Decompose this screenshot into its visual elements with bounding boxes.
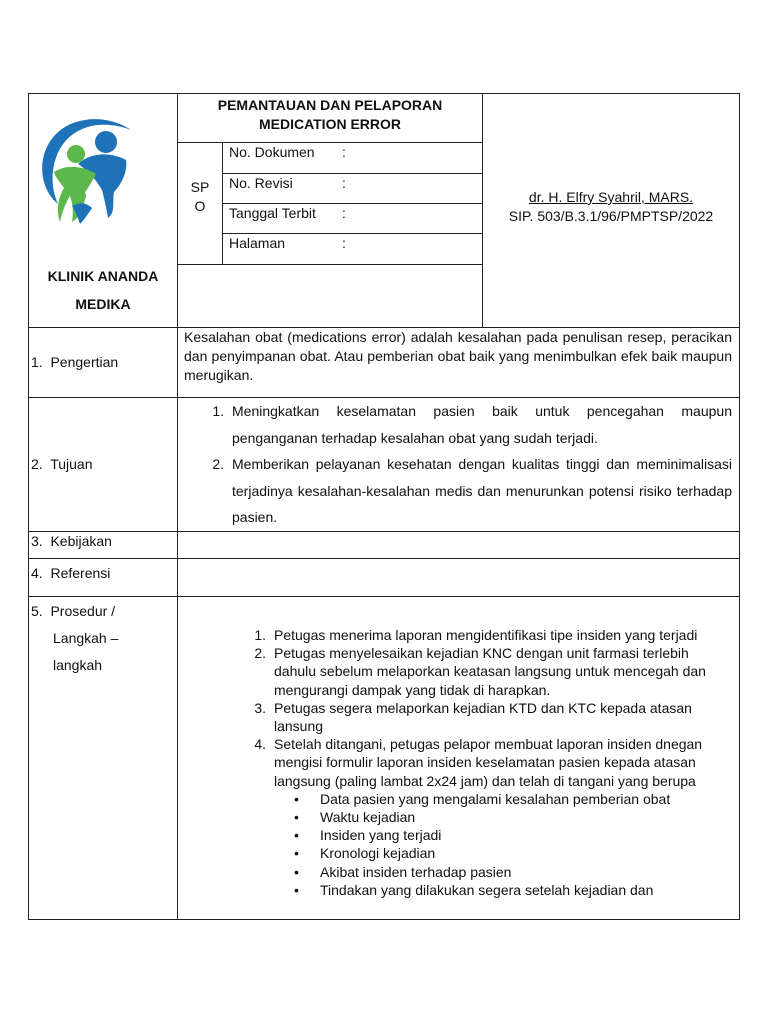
section-text-pengertian: Kesalahan obat (medications error) adalah kesalahan pada penulisan resep, peracikan dan penyimpanan obat. Atau pemberian obat baik yang menimbulkan efek baik maupun merugikan. — [184, 329, 732, 383]
signer-block — [483, 188, 739, 226]
signer-name: dr. H. Elfry Syahril, MARS. — [528, 189, 694, 205]
list-text: Petugas segera melaporkan kejadian KTD dan KTC kepada atasan lansung — [274, 699, 692, 735]
prosedur-label-line-2: Langkah – — [53, 630, 119, 646]
list-item — [240, 626, 734, 644]
spo-line-2: O — [194, 198, 206, 214]
bullet-text: Akibat insiden terhadap pasien — [320, 863, 512, 880]
list-number: 2. — [212, 456, 224, 472]
spo-label — [178, 178, 222, 216]
bullet-item — [294, 808, 734, 826]
field-no-dokumen-colon: : — [342, 144, 346, 160]
title-line-1: PEMANTAUAN DAN PELAPORAN — [217, 97, 443, 113]
list-text: Memberikan pelayanan kesehatan dengan kualitas tinggi dan meminimalisasi terjadinya kesalahan-kesalahan medis dan menurunkan potensi risiko terhadap pasien. — [232, 456, 732, 525]
bullet-icon: • — [294, 845, 299, 862]
bullet-text: Data pasien yang mengalami kesalahan pemberian obat — [320, 790, 671, 807]
clinic-name — [29, 262, 177, 318]
bullet-icon: • — [294, 790, 299, 807]
bullet-item — [294, 863, 734, 881]
section-label-pengertian: 1. Pengertian — [31, 354, 119, 370]
field-tanggal-terbit-colon: : — [342, 205, 346, 221]
list-item — [240, 644, 734, 699]
clinic-logo — [36, 112, 136, 227]
bullet-item — [294, 881, 734, 899]
list-number: 1. — [254, 627, 266, 643]
list-text: Petugas menerima laporan mengidentifikasi tipe insiden yang terjadi — [274, 627, 698, 643]
list-number: 2. — [254, 645, 266, 662]
prosedur-steps — [240, 626, 734, 899]
list-text: Petugas menyelesaikan kejadian KNC dengan unit farmasi terlebih dahulu sebelum melaporkan keatasan langsung untuk mencegah dan mengurangi dampak yang tidak di harapkan. — [274, 645, 706, 698]
bullet-text: Tindakan yang dilakukan segera setelah kejadian dan — [320, 881, 654, 898]
section-label-referensi: 4. Referensi — [31, 565, 111, 581]
title-line-2: MEDICATION ERROR — [258, 116, 402, 132]
prosedur-bullets — [240, 790, 734, 899]
list-number: 1. — [212, 403, 224, 419]
signer-sip: SIP. 503/B.3.1/96/PMPTSP/2022 — [508, 208, 714, 224]
list-item — [184, 451, 732, 531]
prosedur-label-line-1: 5. Prosedur / — [31, 603, 116, 619]
bullet-text: Insiden yang terjadi — [320, 827, 442, 844]
clinic-name-line-2: MEDIKA — [75, 296, 131, 312]
field-no-revisi — [229, 175, 293, 191]
clinic-name-line-1: KLINIK ANANDA — [47, 268, 159, 284]
list-item — [184, 398, 732, 451]
field-label: Halaman — [229, 235, 286, 251]
bullet-item — [294, 790, 734, 808]
list-text: Meningkatkan keselamatan pasien baik untuk pencegahan maupun penganganan terhadap kesalahan obat yang sudah terjadi. — [232, 403, 732, 446]
list-item — [240, 735, 734, 790]
bullet-text: Kronologi kejadian — [320, 845, 436, 862]
field-label: No. Dokumen — [229, 144, 315, 160]
spo-line-1: SP — [190, 179, 210, 195]
field-no-dokumen — [229, 144, 315, 160]
bullet-icon: • — [294, 827, 299, 844]
bullet-text: Waktu kejadian — [320, 809, 416, 826]
list-number: 4. — [254, 736, 266, 753]
field-tanggal-terbit — [229, 205, 316, 221]
bullet-icon: • — [294, 863, 299, 880]
list-number: 3. — [254, 699, 266, 716]
section-label-kebijakan: 3. Kebijakan — [31, 533, 112, 549]
prosedur-label-line-3: langkah — [53, 657, 103, 673]
bullet-item — [294, 844, 734, 862]
field-label: No. Revisi — [229, 175, 293, 191]
field-halaman-colon: : — [342, 235, 346, 251]
list-text: Setelah ditangani, petugas pelapor membuat laporan insiden dnegan mengisi formulir laporan insiden keselamatan pasien kepada atasan langsung (paling lambat 2x24 jam) dan telah di tangani yang berupa — [274, 736, 703, 789]
section-label-tujuan: 2. Tujuan — [31, 456, 93, 472]
tujuan-list — [184, 398, 732, 531]
list-item — [240, 699, 734, 735]
document-title — [178, 94, 482, 142]
bullet-icon: • — [294, 809, 299, 826]
bullet-item — [294, 826, 734, 844]
field-no-revisi-colon: : — [342, 175, 346, 191]
field-label: Tanggal Terbit — [229, 205, 316, 221]
section-label-prosedur — [31, 598, 118, 679]
bullet-icon: • — [294, 881, 299, 898]
field-halaman — [229, 235, 285, 251]
